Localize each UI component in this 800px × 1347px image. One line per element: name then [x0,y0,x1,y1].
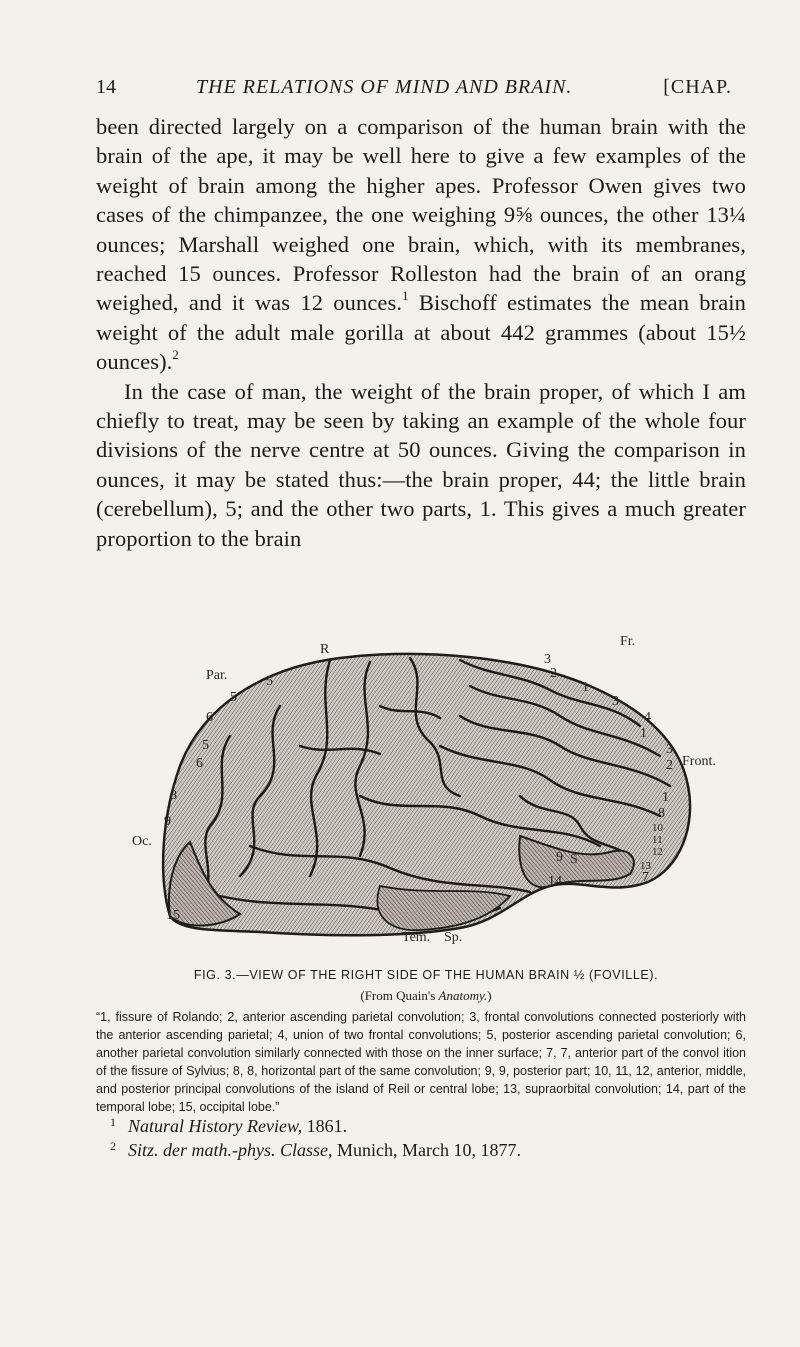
footnote-1-title: Natural History Review, [128,1116,303,1136]
num-2a: 2 [550,666,557,681]
label-temporal: Tem. [402,930,431,945]
footnote-1-number: 1 [110,1115,116,1129]
num-3a: 3 [544,652,551,667]
footnote-2-title: Sitz. der math.-phys. Classe, [128,1140,333,1160]
paragraph-1-text: been directed largely on a comparison of the human brain with the brain of the ape, it may be well here to give a few examples of the weight of brain among the higher apes. Professor Owen gives two cases of the chimpanzee, the one weighing 9⅝ ounces, the other 13¼ ounces; Marshall weighed one brain, which, with its membranes, reached 15 ounces. Professor Rolleston had the brain of an orang weighed, and it was 12 ounces. [96,114,746,316]
num-2b: 2 [666,758,673,773]
caption-source-prefix: (From Quain's [360,988,439,1003]
label-front: Front. [682,754,716,769]
num-6b: 6 [196,756,203,771]
brain-figure [132,634,740,946]
page-number: 14 [96,76,116,98]
footnote-ref-2: 2 [172,346,180,362]
paragraph-1 [96,112,746,377]
num-12: 12 [652,846,663,858]
num-15: 15 [166,908,180,923]
label-s: S [570,852,578,867]
temporal-region [377,886,510,930]
figure-caption-legend [96,1008,746,1117]
chapter-mark: [CHAP. [663,76,732,98]
paragraph-1-continued: Bischoff estimates the mean brain weight of the adult male gorilla at about 442 grammes (about 15½ ounces). [96,290,747,375]
footnote-2-number: 2 [110,1139,116,1153]
num-13: 13 [640,860,651,872]
footnote-2-rest: Munich, March 10, 1877. [332,1140,521,1160]
running-title: THE RELATIONS OF MIND AND BRAIN. [196,76,573,98]
figure-caption-title: FIG. 3.—VIEW OF THE RIGHT SIDE OF THE HUMAN BRAIN ½ (FOVILLE). [193,968,659,982]
num-1c: 1 [662,790,669,805]
paragraph-2: In the case of man, the weight of the brain proper, of which I am chiefly to treat, may be seen by taking an example of the whole four divisions of the nerve centre at 50 ounces. Giving the comparison in ounces, it may be stated thus:—the brain proper, 44; the little brain (cerebellum), 5; and the other two parts, 1. This gives a much greater proportion to the brain [96,378,746,551]
label-frontal: Fr. [620,634,636,649]
num-8a: 8 [170,788,177,803]
footnote-ref-1: 1 [402,287,409,303]
running-head [96,76,732,102]
num-6a: 6' [206,710,216,725]
label-rolando: R [320,642,330,657]
num-9b: 9 [556,850,563,865]
num-5a: 5 [266,674,273,689]
num-5c: 5 [202,738,209,753]
caption-source-book: Anatomy. [438,988,488,1003]
footnote-1-rest: 1861. [302,1116,348,1136]
num-7: 7 [642,870,649,885]
caption-source-suffix: ) [487,988,492,1003]
num-5b: 5 [230,690,237,705]
num-9a: 9 [164,814,171,829]
num-8b: 8 [658,806,665,821]
footnote-1 [96,1114,736,1138]
caption-legend-text: “1, fissure of Rolando; 2, anterior ascending parietal convolution; 3, frontal convolutions connected posteriorly with the anterior ascending parietal; 4, union of two frontal convolutions; 5, posterior ascending parietal convolution; 6, another parietal convolution similarly connected with those on the inner surface; 7, 7, anterior part of the convol ition of the fissure of Sylvius; 8, 8, horizontal part of the same convolution; 9, 9, posterior part; 10, 11, 12, anterior, middle, and posterior principal convolutions of the island of Reil or central lobe; 13, supraorbital convolution; 14, part of the temporal lobe; 15, occipital lobe.” [96,1010,746,1115]
num-1a: 1 [582,680,589,695]
label-occipital: Oc. [132,834,152,849]
num-3c: 3 [666,742,673,757]
num-1b: 1 [640,726,647,741]
body-text [96,112,746,553]
num-10: 10 [652,822,663,834]
footnote-2 [96,1138,736,1162]
num-3b: 3 [612,694,619,709]
num-4: 4 [644,710,651,725]
figure-caption-source [106,988,746,1004]
num-14: 14 [548,874,562,889]
num-11: 11 [652,834,663,846]
label-parietal: Par. [206,668,228,683]
label-sylvian: Sp. [444,930,463,945]
footnotes [96,1114,736,1162]
